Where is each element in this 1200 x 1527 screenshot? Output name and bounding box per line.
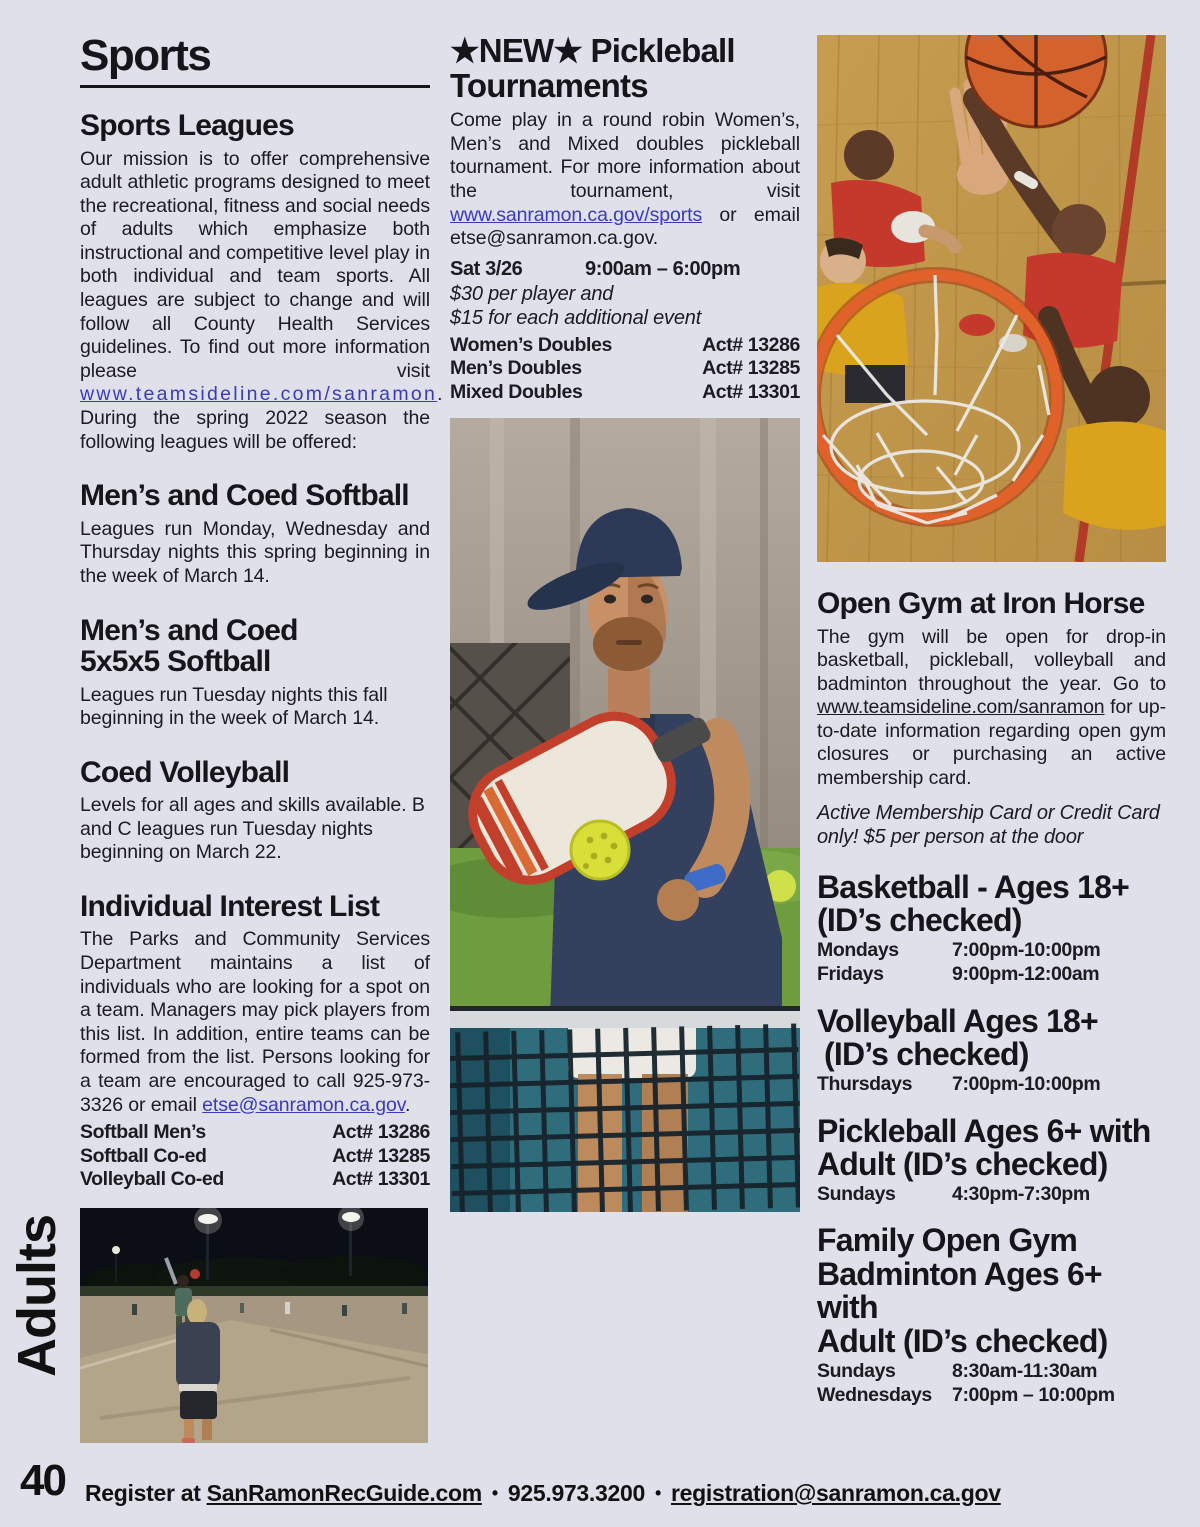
tournament-time: 9:00am – 6:00pm [585, 257, 741, 280]
section-sports-leagues [80, 109, 443, 454]
pickleball-open-gym-heading [817, 1112, 1166, 1183]
heading-line: ★NEW★ Pickleball [450, 32, 735, 69]
open-gym-text: The gym will be open for drop-in basketball, pickleball, volleyball and badminton throughout the year. Go to [817, 625, 1166, 695]
coed-volleyball-body: Levels for all ages and skills available. B and C leagues run Tuesday nights beginning on March 22. [80, 794, 425, 864]
schedule-row [817, 1359, 1166, 1384]
event-number: Act# 13286 [702, 333, 800, 356]
volleyball-schedule [817, 1072, 1166, 1097]
heading-line: 5x5x5 Softball [80, 645, 271, 678]
schedule-day: Mondays [817, 938, 899, 961]
event-row [450, 357, 800, 381]
pickleball-player-photo [450, 418, 800, 1212]
event-name: Men’s Doubles [450, 357, 582, 380]
basketball-heading [817, 868, 1166, 939]
section-mens-coed-5x5x5 [80, 615, 430, 731]
activity-number: Act# 13286 [332, 1121, 430, 1144]
individual-interest-text-after: . [404, 1093, 411, 1116]
mens-coed-5x5x5-body: Leagues run Tuesday nights this fall beginning in the week of March 14. [80, 683, 388, 730]
activity-name: Volleyball Co-ed [80, 1168, 224, 1191]
event-number: Act# 13301 [702, 380, 800, 403]
activity-row [80, 1145, 430, 1169]
event-name: Mixed Doubles [450, 380, 583, 403]
schedule-row [817, 1182, 1166, 1207]
teamsideline-link-right[interactable]: www.teamsideline.com/sanramon [817, 696, 1105, 719]
etse-email-link[interactable]: etse@sanramon.ca.gov [202, 1093, 405, 1116]
section-mens-coed-softball [80, 480, 430, 588]
footer-bullet: • [491, 1483, 498, 1503]
activity-row [80, 1168, 430, 1192]
family-badminton-schedule [817, 1359, 1166, 1408]
schedule-day: Sundays [817, 1182, 896, 1205]
activity-number: Act# 13301 [332, 1168, 430, 1191]
schedule-day: Wednesdays [817, 1384, 932, 1407]
section-pickleball-tournaments [450, 34, 800, 404]
activity-row [80, 1121, 430, 1145]
tournament-datetime [450, 257, 800, 282]
schedule-time: 8:30am-11:30am [952, 1359, 1098, 1382]
schedule-day: Fridays [817, 963, 884, 986]
coed-volleyball-heading: Coed Volleyball [80, 755, 290, 789]
pickleball-tournaments-heading [450, 34, 800, 103]
basketball-hoop-photo [817, 35, 1166, 562]
heading-line: Volleyball Ages 18+ [817, 1002, 1098, 1039]
activity-name: Softball Co-ed [80, 1144, 207, 1167]
schedule-time: 9:00pm-12:00am [952, 963, 1100, 986]
individual-interest-text: The Parks and Community Services Department maintains a list of individuals who are looking for a spot on a team. Managers may pick players from this list. In addition, entire teams can be formed from the list. Persons looking for a team are encouraged to call 925-973-3326 or email [80, 928, 430, 1116]
schedule-time: 7:00pm – 10:00pm [952, 1384, 1115, 1407]
open-gym-heading: Open Gym at Iron Horse [817, 587, 1145, 620]
sports-leagues-text: Our mission is to offer comprehensive adult athletic programs designed to meet the recreational, fitness and social needs of adults which emphasize both instructional and competitive level play in both individual and team sports. All leagues are subject to change and will follow all County Health Services guidelines. To find out more information please visit [80, 147, 430, 382]
page-title: Sports [80, 34, 430, 88]
heading-line: Family Open Gym [817, 1222, 1078, 1259]
section-pickleball-open-gym [817, 1112, 1166, 1207]
open-gym-text-after: for up-to-date information regarding open gym closures or purchasing an active membership card. [817, 696, 1166, 790]
section-basketball-open-gym [817, 868, 1166, 987]
teamsideline-link[interactable]: www.teamsideline.com/sanramon [80, 383, 438, 406]
tournament-event-list [450, 334, 800, 405]
individual-interest-body [80, 928, 430, 1117]
basketball-schedule [817, 938, 1166, 987]
sports-leagues-heading: Sports Leagues [80, 109, 294, 142]
pickleball-tournaments-body [450, 109, 800, 251]
section-tab-adults: Adults [7, 1215, 67, 1377]
schedule-row [817, 1072, 1166, 1097]
middle-column [450, 34, 800, 1212]
schedule-row [817, 962, 1166, 987]
tournament-text-after: or email etse@sanramon.ca.gov. [450, 203, 800, 250]
left-column [80, 31, 443, 1443]
heading-line: Adult (ID’s checked) [817, 1146, 1108, 1183]
tournament-price-1: $30 per player and [450, 282, 614, 305]
heading-line: Badminton Ages 6+ with [817, 1255, 1102, 1326]
section-volleyball-open-gym [817, 1002, 1166, 1097]
tournament-date: Sat 3/26 [450, 257, 523, 280]
heading-line: (ID’s checked) [817, 902, 1022, 939]
schedule-time: 4:30pm-7:30pm [952, 1182, 1090, 1205]
pickleball-schedule [817, 1182, 1166, 1207]
event-row [450, 334, 800, 358]
heading-line: Basketball - Ages 18+ [817, 868, 1129, 905]
schedule-day: Thursdays [817, 1073, 913, 1096]
section-coed-volleyball [80, 757, 430, 865]
sports-leagues-body [80, 147, 443, 455]
page-number: 40 [20, 1456, 65, 1505]
section-family-badminton [817, 1224, 1166, 1407]
sanramon-sports-link[interactable]: www.sanramon.ca.gov/sports [450, 203, 703, 226]
schedule-row [817, 938, 1166, 963]
schedule-time: 7:00pm-10:00pm [952, 1073, 1101, 1096]
registration-email-link[interactable]: registration@sanramon.ca.gov [671, 1480, 1001, 1506]
tournament-text: Come play in a round robin Women’s, Men’s and Mixed doubles pickleball tournament. For more information about the tournament, visit [450, 109, 800, 203]
heading-line: Men’s and Coed [80, 613, 298, 647]
activity-number: Act# 13285 [332, 1144, 430, 1167]
section-open-gym [817, 588, 1166, 849]
interest-activity-list [80, 1121, 430, 1192]
heading-line: Adult (ID’s checked) [817, 1323, 1108, 1359]
volleyball-heading [817, 1002, 1166, 1073]
recguide-link[interactable]: SanRamonRecGuide.com [206, 1480, 482, 1506]
mens-coed-softball-body: Leagues run Monday, Wednesday and Thursday nights this spring beginning in the week of March 14. [80, 517, 430, 587]
heading-line: Tournaments [450, 66, 648, 104]
schedule-row [817, 1383, 1166, 1408]
membership-note-1: Active Membership Card or Credit Card [817, 801, 1160, 824]
footer-phone: 925.973.3200 [507, 1480, 645, 1506]
night-softball-photo [80, 1208, 430, 1443]
mens-coed-softball-heading: Men’s and Coed Softball [80, 479, 409, 513]
schedule-time: 7:00pm-10:00pm [952, 938, 1101, 961]
heading-line: Pickleball Ages 6+ with [817, 1112, 1151, 1149]
right-column [817, 35, 1166, 1408]
individual-interest-heading: Individual Interest List [80, 889, 380, 923]
event-row [450, 381, 800, 405]
sports-leagues-text-after: . During the spring 2022 season the following leagues will be offered: [80, 383, 443, 453]
event-name: Women’s Doubles [450, 333, 612, 356]
heading-line: (ID’s checked) [824, 1036, 1029, 1073]
schedule-day: Sundays [817, 1359, 896, 1382]
footer-bullet: • [654, 1483, 661, 1503]
section-individual-interest [80, 891, 430, 1192]
event-number: Act# 13285 [702, 357, 800, 380]
family-badminton-heading [817, 1224, 1166, 1358]
footer-prefix: Register at [85, 1480, 207, 1506]
footer-register-line [85, 1480, 1001, 1507]
open-gym-body [817, 626, 1166, 791]
mens-coed-5x5x5-heading [80, 615, 430, 678]
tournament-price-2: $15 for each additional event [450, 306, 702, 329]
membership-note-2: only! $5 per person at the door [817, 825, 1084, 848]
activity-name: Softball Men’s [80, 1121, 206, 1144]
